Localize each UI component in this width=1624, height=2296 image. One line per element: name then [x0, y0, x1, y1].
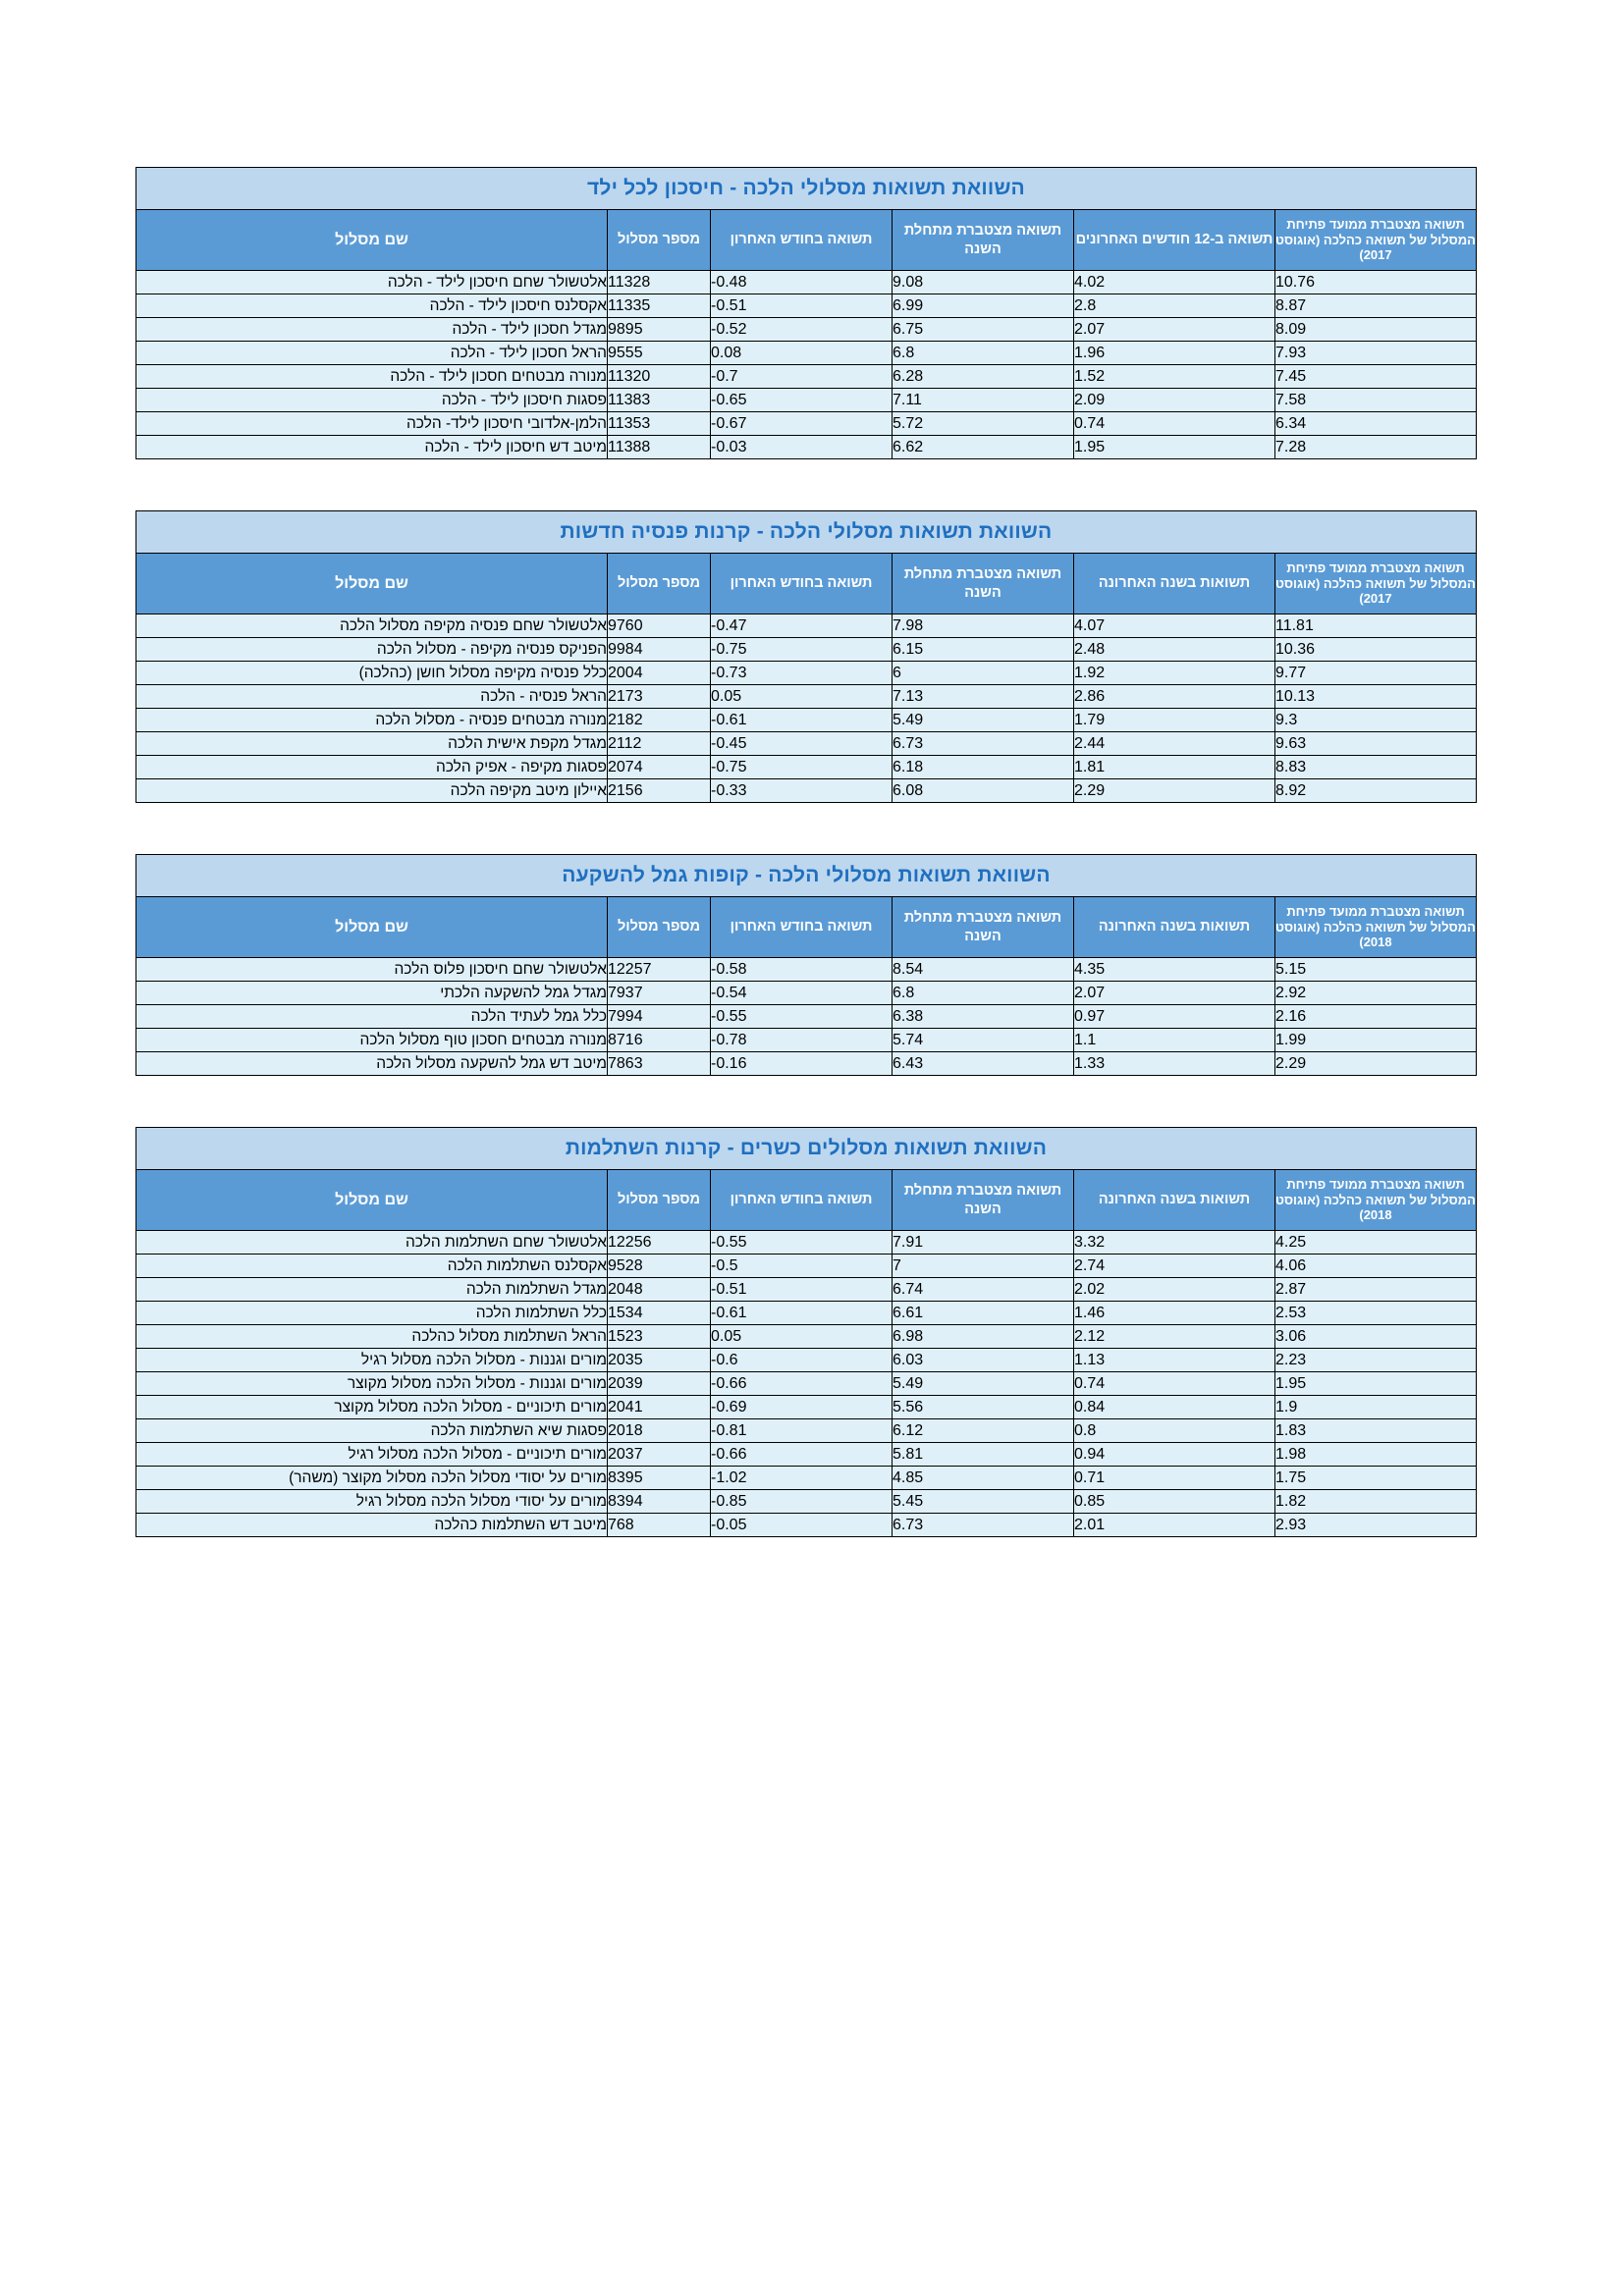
- cell-track-number: 2182: [608, 709, 711, 732]
- returns-table: [135, 167, 1477, 459]
- table-row: [135, 342, 1476, 365]
- column-header: תשואה מצטברת ממועד פתיחת המסלול של תשואה כהלכה (אוגוסט 2017): [1275, 210, 1477, 271]
- cell-return-value: 2.09: [1074, 389, 1275, 412]
- table-row: [135, 1029, 1476, 1052]
- table-row: [136, 1231, 1477, 1255]
- cell-return-value: 9.3: [1275, 709, 1477, 732]
- column-header: תשואה בחודש האחרון: [711, 1170, 893, 1231]
- cell-track-name: איילון מיטב מקיפה הלכה: [135, 779, 607, 803]
- column-header: תשואה בחודש האחרון: [711, 897, 893, 958]
- cell-track-name: כלל גמל לעתיד הלכה: [135, 1005, 607, 1029]
- table-row: [135, 1005, 1476, 1029]
- cell-return-value: 1.81: [1074, 756, 1275, 779]
- cell-return-value: 7: [893, 1255, 1074, 1278]
- cell-return-value: 7.98: [893, 614, 1074, 638]
- column-header: תשואה מצטברת מתחלת השנה: [893, 897, 1074, 958]
- cell-return-value: 7.93: [1275, 342, 1477, 365]
- table-row: [135, 779, 1476, 803]
- table-row: [136, 1302, 1477, 1325]
- cell-return-value: -0.65: [711, 389, 893, 412]
- table-row: [136, 1255, 1477, 1278]
- cell-track-number: 8394: [608, 1490, 711, 1514]
- cell-return-value: 2.07: [1074, 982, 1275, 1005]
- cell-track-number: 11383: [608, 389, 711, 412]
- cell-return-value: 5.56: [893, 1396, 1074, 1419]
- cell-return-value: 4.25: [1275, 1231, 1477, 1255]
- cell-return-value: 1.98: [1275, 1443, 1477, 1467]
- cell-track-name: מיטב דש גמל להשקעה מסלול הלכה: [135, 1052, 607, 1076]
- cell-return-value: 8.54: [893, 958, 1074, 982]
- cell-return-value: -0.66: [711, 1443, 893, 1467]
- cell-return-value: 8.92: [1275, 779, 1477, 803]
- cell-return-value: 5.49: [893, 709, 1074, 732]
- cell-return-value: 2.29: [1074, 779, 1275, 803]
- cell-track-number: 9760: [608, 614, 711, 638]
- cell-track-name: מיטב דש השתלמות כהלכה: [136, 1514, 608, 1537]
- table-row: [135, 732, 1476, 756]
- cell-return-value: -0.55: [711, 1005, 893, 1029]
- cell-return-value: 7.28: [1275, 436, 1477, 459]
- cell-track-number: 2037: [608, 1443, 711, 1467]
- cell-return-value: -0.75: [711, 756, 893, 779]
- table-title: השוואת תשואות מסלולי הלכה - חיסכון לכל ילד: [135, 168, 1476, 210]
- cell-return-value: -0.51: [711, 1278, 893, 1302]
- cell-return-value: -0.05: [711, 1514, 893, 1537]
- column-header: שם מסלול: [135, 210, 607, 271]
- cell-track-number: 9984: [608, 638, 711, 662]
- cell-return-value: 6.34: [1275, 412, 1477, 436]
- cell-return-value: 6.8: [893, 982, 1074, 1005]
- cell-return-value: 4.07: [1074, 614, 1275, 638]
- cell-track-number: 11335: [608, 294, 711, 318]
- table-row: [136, 1467, 1477, 1490]
- cell-return-value: 0.08: [711, 342, 893, 365]
- cell-return-value: 7.11: [893, 389, 1074, 412]
- cell-return-value: 0.8: [1074, 1419, 1275, 1443]
- cell-return-value: 0.74: [1074, 412, 1275, 436]
- column-header: מספר מסלול: [608, 210, 711, 271]
- cell-track-name: פסגות מקיפה - אפיק הלכה: [135, 756, 607, 779]
- cell-return-value: -0.81: [711, 1419, 893, 1443]
- column-header: שם מסלול: [136, 1170, 608, 1231]
- cell-return-value: -0.61: [711, 709, 893, 732]
- cell-return-value: 5.45: [893, 1490, 1074, 1514]
- cell-return-value: 6.12: [893, 1419, 1074, 1443]
- table-row: [135, 294, 1476, 318]
- cell-return-value: 6.28: [893, 365, 1074, 389]
- cell-return-value: 10.36: [1275, 638, 1477, 662]
- cell-track-name: הראל השתלמות מסלול כהלכה: [136, 1325, 608, 1349]
- table-row: [136, 1278, 1477, 1302]
- cell-return-value: 9.77: [1275, 662, 1477, 685]
- cell-return-value: 0.05: [711, 1325, 893, 1349]
- cell-track-number: 2004: [608, 662, 711, 685]
- cell-track-number: 7994: [608, 1005, 711, 1029]
- cell-return-value: 4.06: [1275, 1255, 1477, 1278]
- table-block: [147, 1127, 1477, 1537]
- cell-track-number: 2018: [608, 1419, 711, 1443]
- table-block: [147, 854, 1477, 1076]
- table-row: [135, 709, 1476, 732]
- cell-return-value: -1.02: [711, 1467, 893, 1490]
- cell-return-value: 1.52: [1074, 365, 1275, 389]
- cell-return-value: 2.74: [1074, 1255, 1275, 1278]
- cell-track-number: 9895: [608, 318, 711, 342]
- cell-track-number: 2173: [608, 685, 711, 709]
- table-row: [135, 638, 1476, 662]
- column-header: שם מסלול: [135, 554, 607, 614]
- cell-track-name: הראל חסכון לילד - הלכה: [135, 342, 607, 365]
- cell-track-name: מגדל השתלמות הלכה: [136, 1278, 608, 1302]
- cell-track-number: 11328: [608, 271, 711, 294]
- table-row: [136, 1514, 1477, 1537]
- cell-return-value: 6.38: [893, 1005, 1074, 1029]
- cell-return-value: 2.92: [1275, 982, 1477, 1005]
- cell-return-value: 6.74: [893, 1278, 1074, 1302]
- cell-return-value: 6.73: [893, 1514, 1074, 1537]
- table-block: [147, 510, 1477, 803]
- cell-return-value: 1.99: [1275, 1029, 1477, 1052]
- table-block: [147, 167, 1477, 459]
- cell-return-value: 6.98: [893, 1325, 1074, 1349]
- cell-return-value: 2.44: [1074, 732, 1275, 756]
- table-title: השוואת תשואות מסלולי הלכה - קרנות פנסיה חדשות: [135, 511, 1476, 554]
- table-row: [135, 685, 1476, 709]
- cell-track-number: 11388: [608, 436, 711, 459]
- cell-return-value: 2.93: [1275, 1514, 1477, 1537]
- cell-track-name: אלטשולר שחם חיסכון פלוס הלכה: [135, 958, 607, 982]
- cell-return-value: 6: [893, 662, 1074, 685]
- cell-track-number: 1523: [608, 1325, 711, 1349]
- cell-track-name: מורים תיכוניים - מסלול הלכה מסלול מקוצר: [136, 1396, 608, 1419]
- cell-track-name: הראל פנסיה - הלכה: [135, 685, 607, 709]
- cell-return-value: 6.18: [893, 756, 1074, 779]
- table-title: השוואת תשואות מסלולי הלכה - קופות גמל להשקעה: [135, 855, 1476, 897]
- cell-return-value: 6.61: [893, 1302, 1074, 1325]
- returns-table: [135, 510, 1477, 803]
- cell-track-name: מורים על יסודי מסלול הלכה מסלול רגיל: [136, 1490, 608, 1514]
- cell-return-value: 5.49: [893, 1372, 1074, 1396]
- cell-track-name: מורים וגננות - מסלול הלכה מסלול מקוצר: [136, 1372, 608, 1396]
- cell-return-value: 6.08: [893, 779, 1074, 803]
- cell-track-name: מורים וגננות - מסלול הלכה מסלול רגיל: [136, 1349, 608, 1372]
- cell-track-number: 12257: [608, 958, 711, 982]
- cell-track-name: פסגות חיסכון לילד - הלכה: [135, 389, 607, 412]
- table-row: [135, 412, 1476, 436]
- cell-return-value: 2.86: [1074, 685, 1275, 709]
- cell-return-value: -0.73: [711, 662, 893, 685]
- cell-track-number: 2035: [608, 1349, 711, 1372]
- cell-return-value: 7.45: [1275, 365, 1477, 389]
- cell-track-name: הלמן-אלדובי חיסכון לילד- הלכה: [135, 412, 607, 436]
- table-row: [135, 756, 1476, 779]
- cell-track-name: מנורה מבטחים פנסיה - מסלול הלכה: [135, 709, 607, 732]
- cell-return-value: -0.61: [711, 1302, 893, 1325]
- table-row: [135, 365, 1476, 389]
- cell-return-value: 1.13: [1074, 1349, 1275, 1372]
- cell-return-value: 1.95: [1074, 436, 1275, 459]
- cell-return-value: 2.01: [1074, 1514, 1275, 1537]
- cell-track-number: 2156: [608, 779, 711, 803]
- cell-return-value: -0.78: [711, 1029, 893, 1052]
- cell-return-value: -0.7: [711, 365, 893, 389]
- cell-track-name: אלטשולר שחם פנסיה מקיפה מסלול הלכה: [135, 614, 607, 638]
- cell-track-number: 2112: [608, 732, 711, 756]
- cell-return-value: -0.54: [711, 982, 893, 1005]
- cell-return-value: 0.74: [1074, 1372, 1275, 1396]
- cell-return-value: 2.8: [1074, 294, 1275, 318]
- cell-track-number: 2074: [608, 756, 711, 779]
- cell-return-value: 4.02: [1074, 271, 1275, 294]
- cell-return-value: -0.85: [711, 1490, 893, 1514]
- cell-return-value: -0.5: [711, 1255, 893, 1278]
- cell-return-value: 1.46: [1074, 1302, 1275, 1325]
- cell-return-value: 7.58: [1275, 389, 1477, 412]
- cell-return-value: -0.75: [711, 638, 893, 662]
- cell-return-value: -0.03: [711, 436, 893, 459]
- cell-return-value: -0.66: [711, 1372, 893, 1396]
- table-row: [135, 271, 1476, 294]
- cell-return-value: -0.69: [711, 1396, 893, 1419]
- column-header: תשואה מצטברת מתחלת השנה: [893, 554, 1074, 614]
- cell-return-value: 1.75: [1275, 1467, 1477, 1490]
- cell-track-name: מגדל מקפת אישית הלכה: [135, 732, 607, 756]
- returns-table: [135, 1127, 1477, 1537]
- cell-return-value: 6.62: [893, 436, 1074, 459]
- cell-return-value: 0.05: [711, 685, 893, 709]
- cell-return-value: 0.71: [1074, 1467, 1275, 1490]
- cell-return-value: 6.03: [893, 1349, 1074, 1372]
- cell-return-value: 6.15: [893, 638, 1074, 662]
- cell-return-value: 5.74: [893, 1029, 1074, 1052]
- cell-return-value: -0.55: [711, 1231, 893, 1255]
- cell-return-value: 2.87: [1275, 1278, 1477, 1302]
- cell-return-value: 5.81: [893, 1443, 1074, 1467]
- cell-return-value: -0.47: [711, 614, 893, 638]
- cell-return-value: 1.79: [1074, 709, 1275, 732]
- table-row: [135, 318, 1476, 342]
- cell-return-value: 8.09: [1275, 318, 1477, 342]
- cell-return-value: 2.23: [1275, 1349, 1477, 1372]
- cell-return-value: -0.58: [711, 958, 893, 982]
- table-title: השוואת תשואות מסלולים כשרים - קרנות השתלמות: [136, 1128, 1477, 1170]
- cell-return-value: 6.99: [893, 294, 1074, 318]
- cell-return-value: 0.94: [1074, 1443, 1275, 1467]
- cell-track-number: 768: [608, 1514, 711, 1537]
- cell-return-value: -0.52: [711, 318, 893, 342]
- column-header: מספר מסלול: [608, 554, 711, 614]
- table-row: [135, 958, 1476, 982]
- cell-return-value: 2.48: [1074, 638, 1275, 662]
- cell-track-number: 2039: [608, 1372, 711, 1396]
- cell-track-number: 9555: [608, 342, 711, 365]
- cell-return-value: -0.6: [711, 1349, 893, 1372]
- cell-return-value: 1.83: [1275, 1419, 1477, 1443]
- cell-track-number: 1534: [608, 1302, 711, 1325]
- cell-return-value: 7.13: [893, 685, 1074, 709]
- cell-return-value: 2.16: [1275, 1005, 1477, 1029]
- cell-track-name: מנורה מבטחים חסכון לילד - הלכה: [135, 365, 607, 389]
- column-header: תשואות בשנה האחרונה: [1074, 1170, 1275, 1231]
- column-header: תשואה מצטברת מתחלת השנה: [893, 1170, 1074, 1231]
- cell-return-value: 0.97: [1074, 1005, 1275, 1029]
- cell-track-number: 2041: [608, 1396, 711, 1419]
- cell-return-value: 7.91: [893, 1231, 1074, 1255]
- cell-return-value: 5.15: [1275, 958, 1477, 982]
- cell-return-value: 11.81: [1275, 614, 1477, 638]
- column-header: מספר מסלול: [608, 897, 711, 958]
- cell-return-value: 1.82: [1275, 1490, 1477, 1514]
- cell-return-value: 9.63: [1275, 732, 1477, 756]
- cell-return-value: 8.83: [1275, 756, 1477, 779]
- cell-track-name: אקסלנס חיסכון לילד - הלכה: [135, 294, 607, 318]
- cell-return-value: 9.08: [893, 271, 1074, 294]
- cell-return-value: 0.85: [1074, 1490, 1275, 1514]
- cell-return-value: 6.73: [893, 732, 1074, 756]
- cell-return-value: -0.48: [711, 271, 893, 294]
- cell-track-name: מנורה מבטחים חסכון טוף מסלול הלכה: [135, 1029, 607, 1052]
- table-row: [135, 614, 1476, 638]
- table-row: [135, 1052, 1476, 1076]
- table-row: [136, 1419, 1477, 1443]
- table-row: [136, 1443, 1477, 1467]
- cell-track-number: 7937: [608, 982, 711, 1005]
- table-row: [135, 436, 1476, 459]
- cell-return-value: 8.87: [1275, 294, 1477, 318]
- column-header: תשואה מצטברת ממועד פתיחת המסלול של תשואה כהלכה (אוגוסט 2018): [1275, 897, 1477, 958]
- cell-track-name: מורים תיכוניים - מסלול הלכה מסלול רגיל: [136, 1443, 608, 1467]
- cell-track-name: כלל פנסיה מקיפה מסלול חושן (כהלכה): [135, 662, 607, 685]
- cell-return-value: 10.13: [1275, 685, 1477, 709]
- column-header: תשואה מצטברת ממועד פתיחת המסלול של תשואה כהלכה (אוגוסט 2018): [1275, 1170, 1477, 1231]
- cell-return-value: 4.85: [893, 1467, 1074, 1490]
- cell-return-value: 1.33: [1074, 1052, 1275, 1076]
- cell-return-value: -0.45: [711, 732, 893, 756]
- cell-track-name: כלל השתלמות הלכה: [136, 1302, 608, 1325]
- cell-return-value: 2.29: [1275, 1052, 1477, 1076]
- cell-return-value: 10.76: [1275, 271, 1477, 294]
- cell-return-value: 3.06: [1275, 1325, 1477, 1349]
- cell-return-value: 6.8: [893, 342, 1074, 365]
- cell-track-number: 8395: [608, 1467, 711, 1490]
- cell-track-number: 11320: [608, 365, 711, 389]
- cell-return-value: 1.96: [1074, 342, 1275, 365]
- column-header: תשואה מצטברת ממועד פתיחת המסלול של תשואה כהלכה (אוגוסט 2017): [1275, 554, 1477, 614]
- cell-track-name: פסגות שיא השתלמות הלכה: [136, 1419, 608, 1443]
- cell-return-value: 2.02: [1074, 1278, 1275, 1302]
- cell-return-value: 3.32: [1074, 1231, 1275, 1255]
- cell-return-value: 6.43: [893, 1052, 1074, 1076]
- table-row: [135, 982, 1476, 1005]
- cell-track-number: 11353: [608, 412, 711, 436]
- cell-return-value: -0.16: [711, 1052, 893, 1076]
- cell-track-name: מיטב דש חיסכון לילד - הלכה: [135, 436, 607, 459]
- cell-return-value: 2.12: [1074, 1325, 1275, 1349]
- cell-track-name: אקסלנס השתלמות הלכה: [136, 1255, 608, 1278]
- column-header: תשואה ב-12 חודשים האחרונים: [1074, 210, 1275, 271]
- column-header: תשואה בחודש האחרון: [711, 554, 893, 614]
- cell-return-value: 5.72: [893, 412, 1074, 436]
- cell-track-name: מורים על יסודי מסלול הלכה מסלול מקוצר (משהר): [136, 1467, 608, 1490]
- cell-return-value: -0.67: [711, 412, 893, 436]
- table-row: [136, 1490, 1477, 1514]
- table-row: [136, 1372, 1477, 1396]
- cell-return-value: 1.95: [1275, 1372, 1477, 1396]
- cell-track-name: מגדל גמל להשקעה הלכתי: [135, 982, 607, 1005]
- table-row: [136, 1349, 1477, 1372]
- cell-track-number: 9528: [608, 1255, 711, 1278]
- cell-return-value: -0.33: [711, 779, 893, 803]
- table-row: [136, 1325, 1477, 1349]
- column-header: שם מסלול: [135, 897, 607, 958]
- cell-track-name: אלטשולר שחם השתלמות הלכה: [136, 1231, 608, 1255]
- cell-return-value: 1.1: [1074, 1029, 1275, 1052]
- column-header: תשואות בשנה האחרונה: [1074, 554, 1275, 614]
- cell-return-value: 2.07: [1074, 318, 1275, 342]
- cell-track-number: 2048: [608, 1278, 711, 1302]
- column-header: תשואה מצטברת מתחלת השנה: [893, 210, 1074, 271]
- column-header: תשואות בשנה האחרונה: [1074, 897, 1275, 958]
- cell-track-number: 8716: [608, 1029, 711, 1052]
- table-row: [135, 389, 1476, 412]
- cell-return-value: 0.84: [1074, 1396, 1275, 1419]
- cell-return-value: -0.51: [711, 294, 893, 318]
- cell-return-value: 1.9: [1275, 1396, 1477, 1419]
- table-row: [136, 1396, 1477, 1419]
- cell-return-value: 4.35: [1074, 958, 1275, 982]
- returns-table: [135, 854, 1477, 1076]
- column-header: מספר מסלול: [608, 1170, 711, 1231]
- cell-track-name: אלטשולר שחם חיסכון לילד - הלכה: [135, 271, 607, 294]
- cell-return-value: 1.92: [1074, 662, 1275, 685]
- column-header: תשואה בחודש האחרון: [711, 210, 893, 271]
- cell-track-number: 7863: [608, 1052, 711, 1076]
- cell-return-value: 6.75: [893, 318, 1074, 342]
- cell-return-value: 2.53: [1275, 1302, 1477, 1325]
- cell-track-name: הפניקס פנסיה מקיפה - מסלול הלכה: [135, 638, 607, 662]
- cell-track-name: מגדל חסכון לילד - הלכה: [135, 318, 607, 342]
- table-row: [135, 662, 1476, 685]
- cell-track-number: 12256: [608, 1231, 711, 1255]
